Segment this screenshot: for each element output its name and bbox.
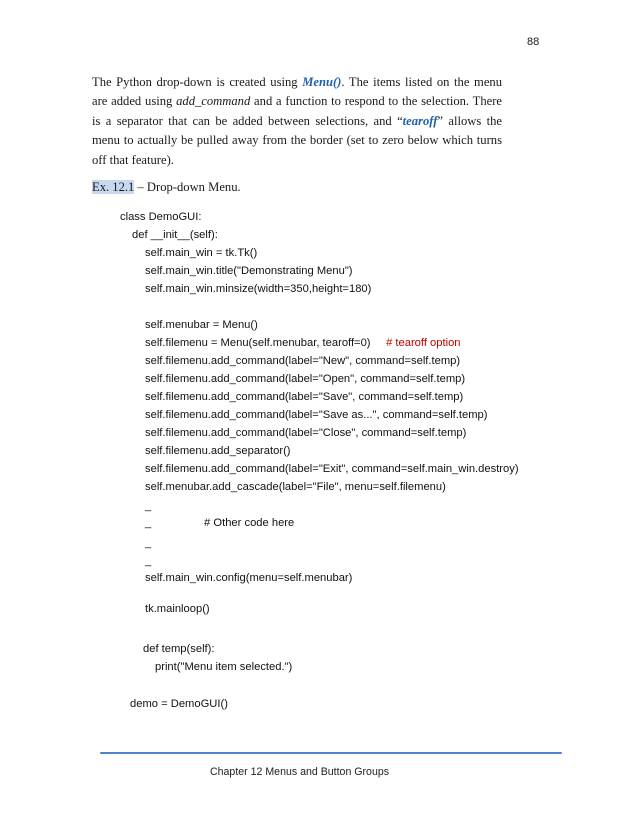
chapter-footer: Chapter 12 Menus and Button Groups: [210, 766, 390, 778]
code-line: self.main_win.minsize(width=350,height=180): [145, 283, 372, 295]
code-line: self.menubar.add_cascade(label="File", menu=self.filemenu): [145, 481, 446, 493]
intro-text-1: The Python drop-down is created using: [92, 75, 303, 89]
code-line: def __init__(self):: [132, 229, 218, 241]
code-line: def temp(self):: [143, 643, 215, 655]
code-line: self.filemenu.add_command(label="Close", command=self.temp): [145, 427, 467, 439]
code-line: self.main_win.config(menu=self.menubar): [145, 572, 353, 584]
code-line: tk.mainloop(): [145, 603, 210, 615]
code-line: self.filemenu.add_separator(): [145, 445, 291, 457]
code-line: self.main_win = tk.Tk(): [145, 247, 258, 259]
code-line: _: [145, 537, 152, 549]
code-line: self.filemenu.add_command(label="Exit", command=self.main_win.destroy): [145, 463, 519, 475]
code-line: self.menubar = Menu(): [145, 319, 258, 331]
tearoff-comment: # tearoff option: [386, 337, 461, 349]
code-line: _: [145, 555, 152, 567]
code-line: class DemoGUI:: [120, 211, 202, 223]
add-command-term: add_command: [176, 94, 251, 109]
code-line: self.filemenu.add_command(label="Save", command=self.temp): [145, 391, 464, 403]
code-line: _ # Other code here: [145, 517, 295, 529]
intro-text-4: ” allows the menu to actually be pulled away from the border (set to zero below which turns off that feature).: [92, 113, 502, 167]
code-line: demo = DemoGUI(): [130, 698, 228, 710]
footer-divider: [100, 752, 562, 754]
example-number: Ex. 12.1: [92, 180, 135, 194]
menu-function-name: Menu(): [302, 75, 342, 89]
intro-paragraph: [92, 73, 502, 170]
page-number: 88: [527, 36, 540, 48]
code-line: print("Menu item selected."): [155, 661, 293, 673]
code-line: _: [145, 500, 152, 512]
intro-text-2: . The items listed on the menu are added using: [92, 75, 503, 109]
code-line: self.filemenu.add_command(label="Open", command=self.temp): [145, 373, 466, 385]
code-line: self.main_win.title("Demonstrating Menu"): [145, 265, 353, 277]
tearoff-term: tearoff: [402, 113, 438, 128]
intro-text-3: and a function to respond to the selection. There is a separator that can be added between selections, and “: [92, 94, 502, 128]
example-title: – Drop-down Menu.: [134, 180, 241, 194]
example-heading: [92, 180, 241, 195]
code-line: self.filemenu.add_command(label="Save as...", command=self.temp): [145, 409, 488, 421]
code-line: self.filemenu = Menu(self.menubar, tearoff=0) # tearoff option: [145, 337, 461, 349]
code-line: self.filemenu.add_command(label="New", command=self.temp): [145, 355, 461, 367]
